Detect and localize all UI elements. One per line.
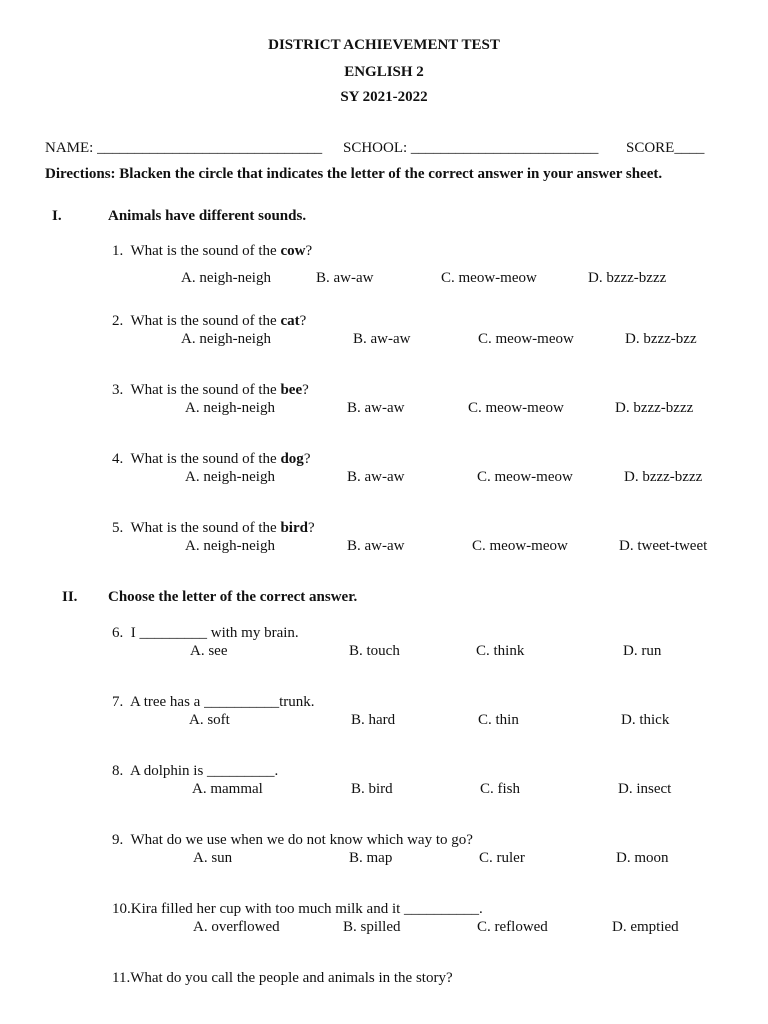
question-6 [112, 625, 299, 642]
question-number: 7. [112, 694, 124, 710]
choice-b: B. spilled [343, 919, 401, 935]
question-number: 3. [112, 382, 124, 398]
choice-d: D. run [623, 643, 662, 659]
choice-b: B. aw-aw [353, 331, 411, 347]
question-keyword: cow [280, 243, 306, 259]
choice-a: A. neigh-neigh [181, 331, 271, 347]
question-number: 1. [112, 243, 124, 259]
question-9 [112, 832, 473, 849]
choice-c: C. think [476, 643, 525, 659]
choice-b: B. map [349, 850, 393, 866]
question-text: What is the sound of the [130, 243, 281, 259]
choice-a: A. sun [193, 850, 233, 866]
question-keyword: bee [280, 382, 303, 398]
choice-a: A. soft [189, 712, 230, 728]
question-1 [112, 243, 312, 260]
choice-c: C. meow-meow [441, 270, 537, 286]
choice-c: C. ruler [479, 850, 525, 866]
question-7 [112, 694, 315, 711]
choice-b: B. aw-aw [316, 270, 374, 286]
question-number: 2. [112, 313, 124, 329]
question-mark: ? [299, 313, 307, 329]
question-text: Kira filled her cup with too much milk and it __________. [130, 901, 483, 917]
choice-c: C. meow-meow [468, 400, 564, 416]
test-title: DISTRICT ACHIEVEMENT TEST [268, 37, 500, 53]
question-text: What is the sound of the [130, 520, 281, 536]
section-2-title: Choose the letter of the correct answer. [108, 589, 358, 605]
directions: Directions: Blacken the circle that indicates the letter of the correct answer in your answer sheet. [45, 166, 663, 182]
question-text: I _________ with my brain. [130, 625, 299, 641]
test-subject: ENGLISH 2 [344, 64, 424, 80]
question-keyword: dog [280, 451, 304, 467]
choice-d: D. bzzz-bzz [625, 331, 697, 347]
question-text: A tree has a __________trunk. [129, 694, 315, 710]
score-field: SCORE____ [626, 140, 705, 156]
question-text: What do you call the people and animals in the story? [130, 970, 453, 986]
choice-a: A. see [190, 643, 228, 659]
question-text: What is the sound of the [130, 451, 281, 467]
question-number: 8. [112, 763, 124, 779]
question-text: What do we use when we do not know which way to go? [130, 832, 473, 848]
question-text: What is the sound of the [130, 313, 281, 329]
question-5 [112, 520, 315, 537]
question-number: 5. [112, 520, 124, 536]
choice-c: C. fish [480, 781, 521, 797]
choice-c: C. reflowed [477, 919, 548, 935]
choice-a: A. neigh-neigh [181, 270, 271, 286]
question-number: 9. [112, 832, 124, 848]
choice-b: B. aw-aw [347, 538, 405, 554]
choice-a: A. neigh-neigh [185, 469, 275, 485]
question-number: 6. [112, 625, 124, 641]
choice-d: D. bzzz-bzzz [624, 469, 703, 485]
choice-a: A. overflowed [193, 919, 280, 935]
choice-d: D. moon [616, 850, 669, 866]
choice-c: C. meow-meow [477, 469, 573, 485]
choice-b: B. touch [349, 643, 400, 659]
choice-d: D. bzzz-bzzz [588, 270, 667, 286]
section-1-number: I. [52, 208, 62, 224]
question-text: What is the sound of the [130, 382, 281, 398]
choice-a: A. neigh-neigh [185, 538, 275, 554]
question-8 [112, 763, 278, 780]
choice-b: B. bird [351, 781, 393, 797]
question-3 [112, 382, 309, 399]
question-number: 10. [112, 901, 131, 917]
section-1-title: Animals have different sounds. [108, 208, 307, 224]
choice-a: A. neigh-neigh [185, 400, 275, 416]
question-2 [112, 313, 306, 330]
choice-b: B. hard [351, 712, 396, 728]
choice-c: C. meow-meow [472, 538, 568, 554]
choice-d: D. emptied [612, 919, 679, 935]
choice-d: D. bzzz-bzzz [615, 400, 694, 416]
school-field: SCHOOL: _________________________ [343, 140, 599, 156]
section-2-number: II. [62, 589, 78, 605]
question-keyword: bird [280, 520, 308, 536]
question-10 [112, 901, 483, 918]
question-mark: ? [302, 382, 309, 398]
question-text: A dolphin is _________. [129, 763, 279, 779]
choice-c: C. thin [478, 712, 519, 728]
school-year: SY 2021-2022 [340, 89, 428, 105]
question-11 [112, 970, 453, 987]
question-number: 4. [112, 451, 124, 467]
question-keyword: cat [280, 313, 300, 329]
choice-b: B. aw-aw [347, 400, 405, 416]
question-mark: ? [307, 520, 315, 536]
question-number: 11. [112, 970, 131, 986]
choice-b: B. aw-aw [347, 469, 405, 485]
choice-a: A. mammal [192, 781, 263, 797]
question-mark: ? [305, 243, 313, 259]
choice-c: C. meow-meow [478, 331, 574, 347]
question-mark: ? [303, 451, 311, 467]
choice-d: D. thick [621, 712, 670, 728]
name-field: NAME: ______________________________ [45, 140, 323, 156]
choice-d: D. tweet-tweet [619, 538, 708, 554]
choice-d: D. insect [618, 781, 672, 797]
question-4 [112, 451, 310, 468]
